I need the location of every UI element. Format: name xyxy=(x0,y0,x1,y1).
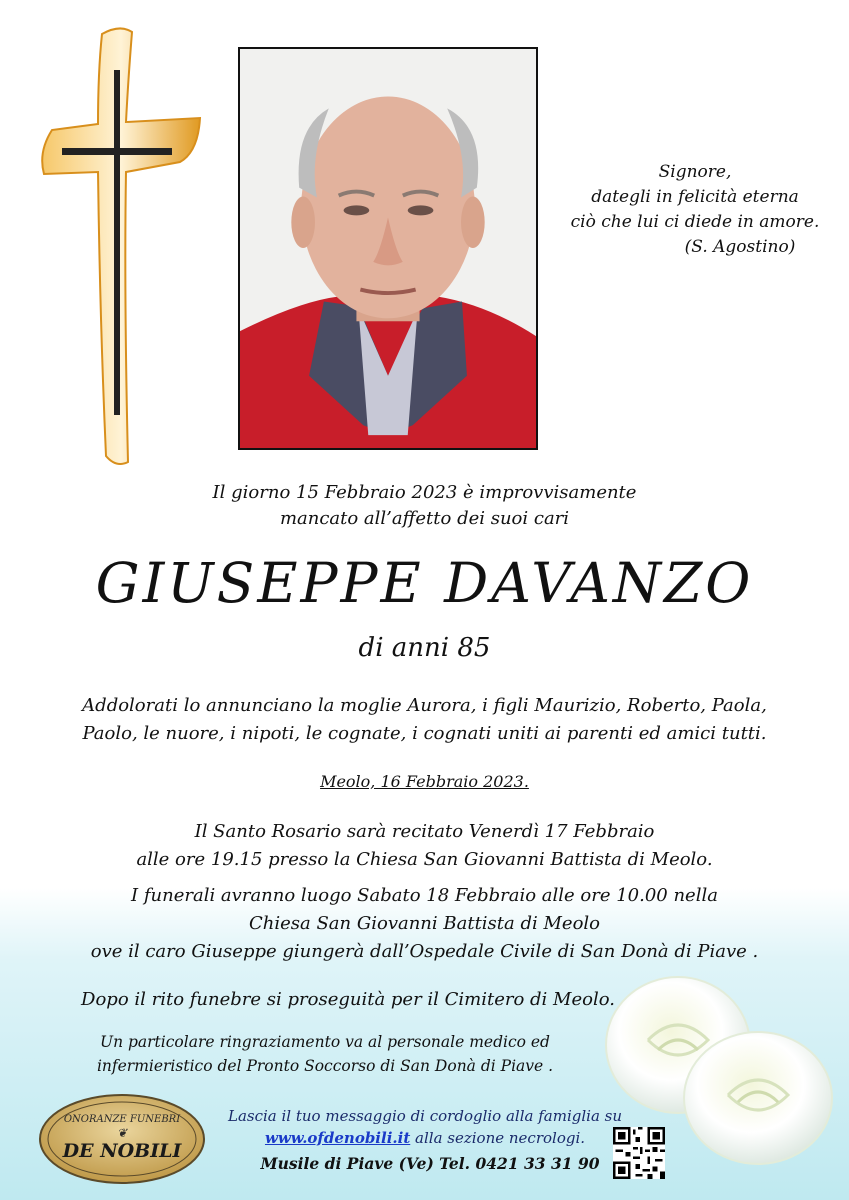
message-line: Lascia il tuo messaggio di cordoglio alla famiglia su xyxy=(227,1107,623,1125)
thanks-line: infermieristico del Pronto Soccorso di San Donà di Piave . xyxy=(96,1057,554,1075)
website-link[interactable]: www.ofdenobili.it xyxy=(264,1129,411,1147)
rosary-info xyxy=(0,818,849,874)
funeral-home-logo xyxy=(38,1093,206,1185)
portrait-photo xyxy=(238,47,538,450)
intro-line: Il giorno 15 Febbraio 2023 è improvvisamente xyxy=(212,482,637,503)
quote-line: Signore, xyxy=(658,162,732,182)
logo-name: DE NOBILI xyxy=(62,1140,182,1162)
svg-text:❦: ❦ xyxy=(116,1126,128,1140)
announcement-line: Addolorati lo annunciano la moglie Aurora, i figli Maurizio, Roberto, Paola, xyxy=(82,695,767,716)
family-announcement xyxy=(0,692,849,748)
deceased-age: di anni 85 xyxy=(358,633,491,663)
quote-line: dategli in felicità eterna xyxy=(591,187,799,207)
place-date xyxy=(0,770,849,794)
logo-top-text: ONORANZE FUNEBRI xyxy=(63,1114,181,1125)
cross-icon xyxy=(30,22,210,477)
quote-author: (S. Agostino) xyxy=(684,237,796,257)
condolence-message xyxy=(200,1105,650,1149)
funeral-line: ove il caro Giuseppe giungerà dall’Ospedale Civile di San Donà di Piave . xyxy=(90,941,759,962)
message-suffix: alla sezione necrologi. xyxy=(410,1129,586,1147)
rosary-line: alle ore 19.15 presso la Chiesa San Giovanni Battista di Meolo. xyxy=(136,849,713,870)
funeral-line: I funerali avranno luogo Sabato 18 Febbraio alle ore 10.00 nella xyxy=(131,885,718,906)
rosary-line: Il Santo Rosario sarà recitato Venerdì 17 Febbraio xyxy=(194,821,655,842)
announcement-line: Paolo, le nuore, i nipoti, le cognate, i cognati uniti ai parenti ed amici tutti. xyxy=(82,723,767,744)
contact-info: Musile di Piave (Ve) Tel. 0421 33 31 90 xyxy=(260,1154,600,1173)
deceased-name: GIUSEPPE DAVANZO xyxy=(95,551,754,615)
quote-block xyxy=(560,160,830,260)
funeral-info xyxy=(0,882,849,966)
qr-code-icon[interactable] xyxy=(613,1127,665,1179)
place-date-text: Meolo, 16 Febbraio 2023. xyxy=(320,772,529,791)
death-notice-intro xyxy=(0,480,849,532)
funeral-line: Chiesa San Giovanni Battista di Meolo xyxy=(249,913,600,934)
thanks-line: Un particolare ringraziamento va al personale medico ed xyxy=(100,1033,550,1051)
intro-line: mancato all’affetto dei suoi cari xyxy=(279,508,570,529)
thanks-note xyxy=(60,1030,590,1078)
quote-line: ciò che lui ci diede in amore. xyxy=(570,212,820,232)
burial-info: Dopo il rito funebre si proseguità per il Cimitero di Meolo. xyxy=(81,989,615,1010)
